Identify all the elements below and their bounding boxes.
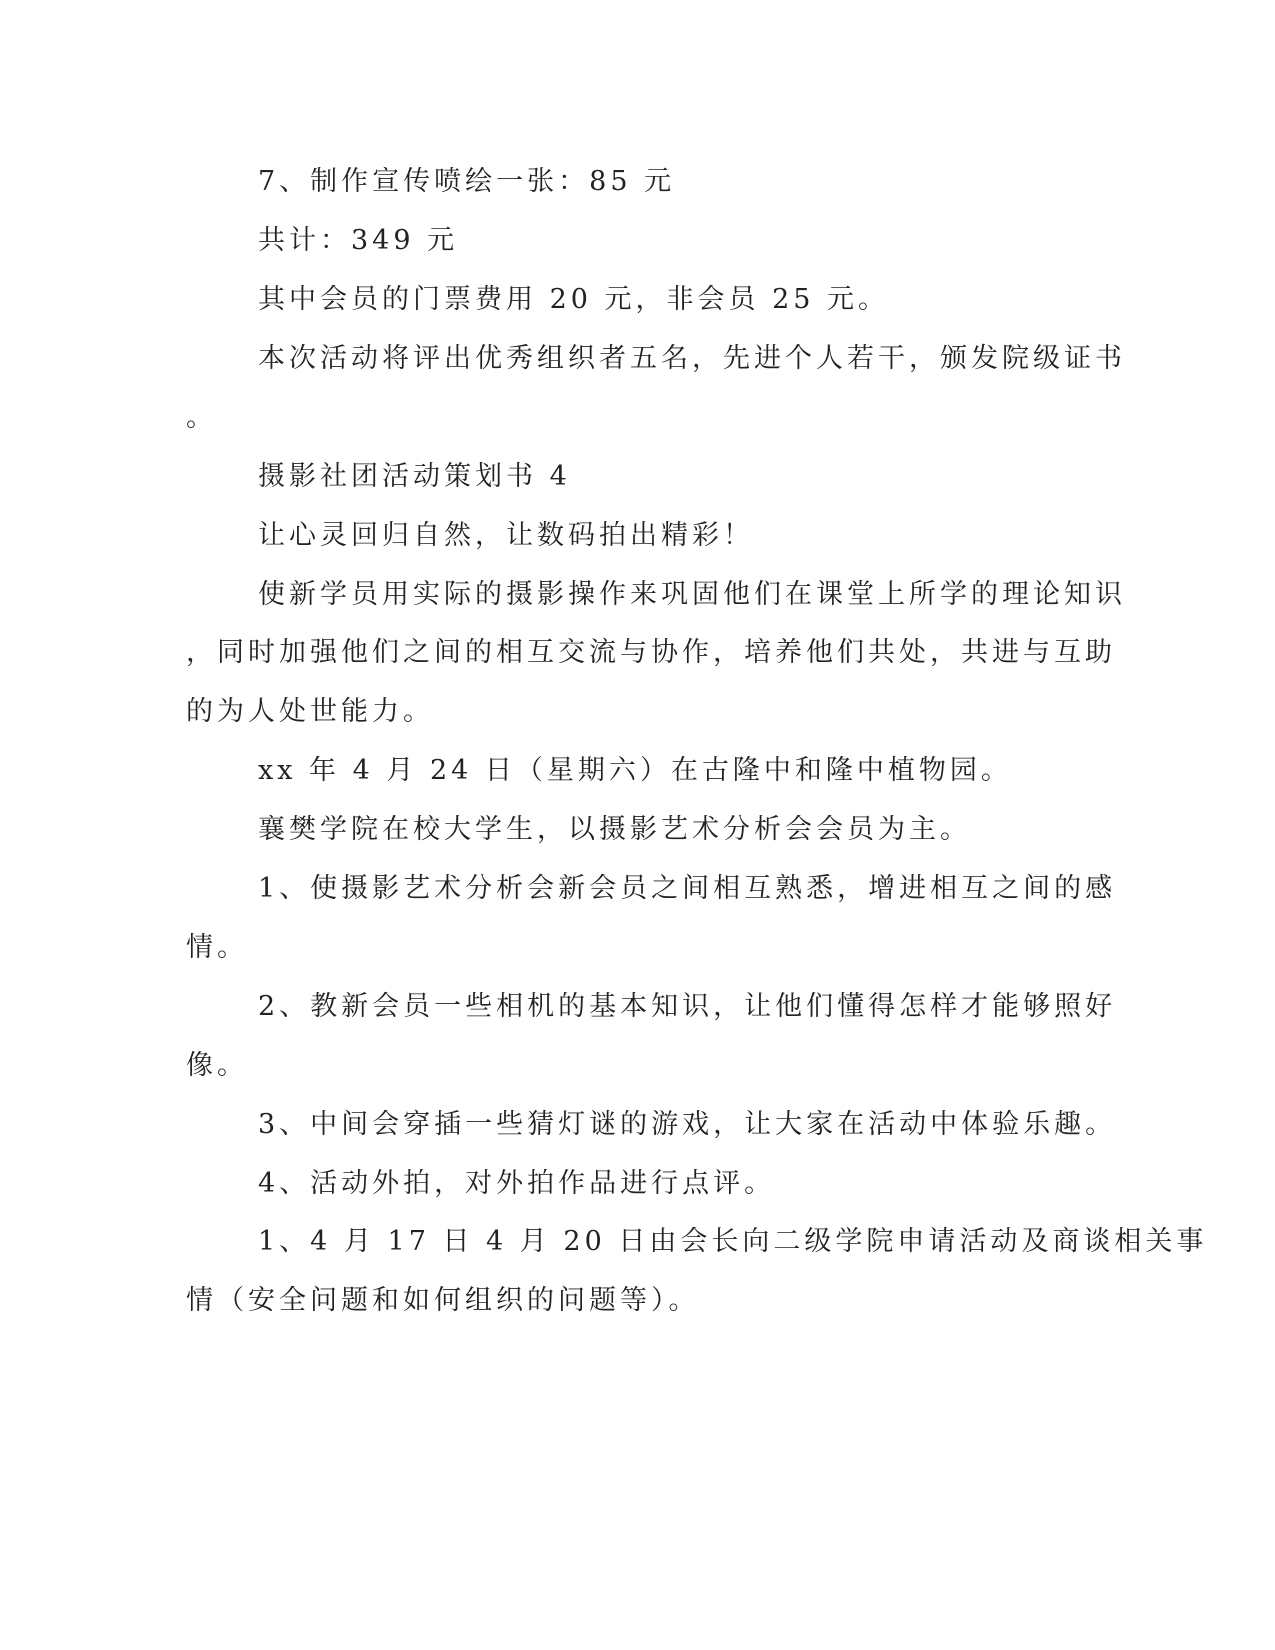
text-line: 让心灵回归自然，让数码拍出精彩！ (258, 520, 754, 551)
text-line: 襄樊学院在校大学生，以摄影艺术分析会会员为主。 (258, 814, 971, 845)
text-line: 情（安全问题和如何组织的问题等）。 (186, 1285, 700, 1316)
section-heading: 摄影社团活动策划书 4 (258, 461, 571, 492)
text-line: 7、制作宣传喷绘一张：85 元 (258, 166, 676, 197)
text-line: 。 (186, 402, 217, 433)
text-line: xx 年 4 月 24 日（星期六）在古隆中和隆中植物园。 (258, 755, 1012, 786)
text-line: 3、中间会穿插一些猜灯谜的游戏，让大家在活动中体验乐趣。 (258, 1109, 1117, 1140)
text-line: 1、4 月 17 日 4 月 20 日由会长向二级学院申请活动及商谈相关事 (258, 1226, 1208, 1257)
text-line: 2、教新会员一些相机的基本知识，让他们懂得怎样才能够照好 (258, 991, 1117, 1022)
text-line: 情。 (186, 932, 248, 963)
text-line: 使新学员用实际的摄影操作来巩固他们在课堂上所学的理论知识 (258, 579, 1126, 610)
text-line: 1、使摄影艺术分析会新会员之间相互熟悉，增进相互之间的感 (258, 873, 1117, 904)
text-line: 本次活动将评出优秀组织者五名，先进个人若干，颁发院级证书 (258, 343, 1126, 374)
text-line: 像。 (186, 1050, 248, 1081)
text-line: ，同时加强他们之间的相互交流与协作，培养他们共处，共进与互助 (186, 637, 1116, 668)
text-line: 的为人处世能力。 (186, 696, 434, 727)
text-line: 4、活动外拍，对外拍作品进行点评。 (258, 1168, 776, 1199)
text-line: 其中会员的门票费用 20 元，非会员 25 元。 (258, 284, 890, 315)
text-line: 共计：349 元 (258, 225, 459, 256)
